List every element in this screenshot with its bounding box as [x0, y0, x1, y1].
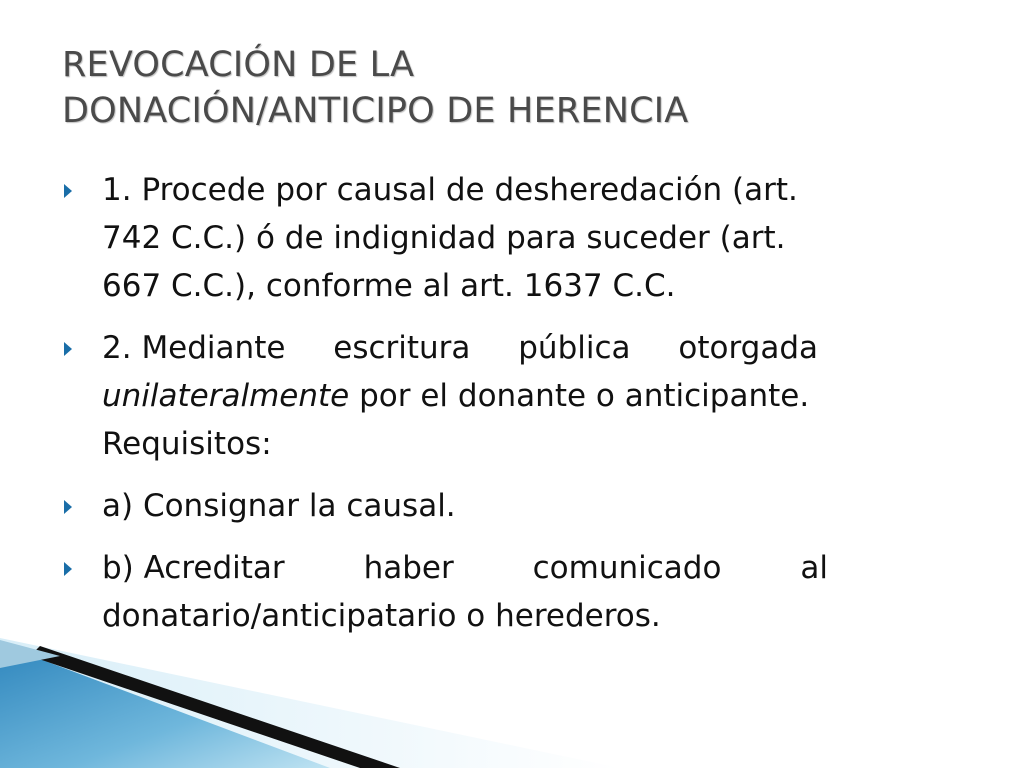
corner-decoration [0, 638, 1024, 768]
item-2-italic: unilateralmente [102, 378, 350, 414]
item-4-word-2: haber [363, 550, 454, 586]
item-1-number: 1. [102, 172, 132, 208]
list-item-4 [60, 544, 860, 640]
item-2-number: 2. [102, 330, 132, 366]
slide-title [62, 42, 962, 134]
bullet-list [60, 166, 860, 654]
item-4-line-2: donatario/anticipatario o herederos. [102, 598, 661, 634]
item-1-text-1: Procede por causal de desheredación (art. [141, 172, 798, 208]
list-item-3 [60, 482, 860, 530]
bullet-arrow-icon [64, 342, 72, 356]
item-2-line-2 [102, 372, 860, 420]
list-item-2 [60, 324, 860, 468]
item-3-text: a) Consignar la causal. [102, 488, 456, 524]
item-2-line-2-rest: por el donante o anticipante. [359, 378, 810, 414]
item-2-word-3: pública [518, 330, 631, 366]
item-2-word-2: escritura [333, 330, 471, 366]
item-2-line-1 [102, 324, 818, 372]
bullet-arrow-icon [64, 500, 72, 514]
item-1-line-3: 667 C.C.), conforme al art. 1637 C.C. [102, 268, 676, 304]
item-4-word-4: al [800, 550, 828, 586]
item-2-line-3: Requisitos: [102, 426, 272, 462]
item-1-line-2: 742 C.C.) ó de indignidad para suceder (art. [102, 220, 786, 256]
item-4-line-1 [102, 544, 828, 592]
bullet-arrow-icon [64, 562, 72, 576]
title-line-1: REVOCACIÓN DE LA [62, 45, 415, 85]
item-4-word-3: comunicado [532, 550, 722, 586]
item-2-word-4: otorgada [678, 330, 818, 366]
bullet-arrow-icon [64, 184, 72, 198]
item-1-line-1 [102, 166, 860, 214]
item-4-word-1: b) Acreditar [102, 550, 285, 586]
title-line-2: DONACIÓN/ANTICIPO DE HERENCIA [62, 91, 689, 131]
list-item-1 [60, 166, 860, 310]
item-2-word-1: Mediante [141, 330, 286, 366]
